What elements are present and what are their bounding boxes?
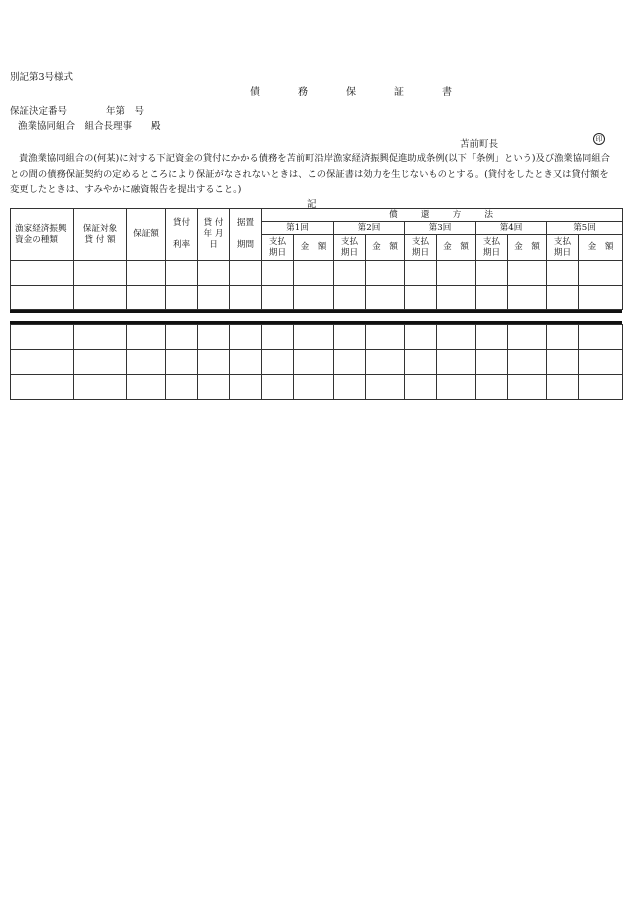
cell	[262, 286, 294, 310]
cell	[11, 286, 74, 310]
cell	[437, 350, 476, 375]
cell	[11, 375, 74, 400]
cell	[198, 325, 230, 350]
header-pay-date-5	[547, 235, 579, 261]
cell	[74, 375, 127, 400]
header-pay-date-1	[262, 235, 294, 261]
cell	[366, 261, 405, 286]
header-installment-5: 第5回	[547, 222, 623, 235]
cell	[579, 286, 623, 310]
cell	[127, 375, 166, 400]
pay-date-line1: 支払	[340, 236, 359, 247]
cell	[547, 261, 579, 286]
cell	[11, 350, 74, 375]
header-grace-period	[230, 209, 262, 261]
pay-date-line2: 期日	[340, 247, 359, 258]
header-amount-1: 金 額	[294, 235, 334, 261]
omission-line-top	[10, 310, 622, 313]
seal-stamp: 印	[593, 133, 605, 145]
cell	[127, 325, 166, 350]
cell	[294, 286, 334, 310]
cell	[11, 325, 74, 350]
header-guarantee-amount: 保証額	[127, 209, 166, 261]
cell	[437, 286, 476, 310]
cell	[366, 325, 405, 350]
cell	[405, 261, 437, 286]
cell	[476, 350, 508, 375]
cell	[262, 325, 294, 350]
cell	[166, 286, 198, 310]
cell	[198, 375, 230, 400]
cell	[547, 325, 579, 350]
cell	[476, 286, 508, 310]
cell	[166, 261, 198, 286]
pay-date-line2: 期日	[553, 247, 572, 258]
repayment-table	[10, 208, 623, 310]
pay-date-line1: 支払	[268, 236, 287, 247]
cell	[405, 286, 437, 310]
cell	[166, 350, 198, 375]
header-installment-1: 第1回	[262, 222, 334, 235]
repayment-table-continued	[10, 324, 623, 400]
cell	[547, 350, 579, 375]
cell	[262, 375, 294, 400]
body-text: 貴漁業協同組合の(何某)に対する下記資金の貸付にかかる債務を苫前町沿岸漁家経済振興促進助成条例(以下「条例」という)及び漁業協同組合との間の債務保証契約の定めるところにより保証がなされないときは、この保証書は効力を生じないものとする。(貸付をしたとき又は貸付額を変更したときは、すみやかに融資報告を提出すること。)	[10, 153, 610, 195]
header-amount-5: 金 額	[579, 235, 623, 261]
cell	[405, 350, 437, 375]
cell	[437, 325, 476, 350]
cell	[508, 350, 547, 375]
cell	[366, 375, 405, 400]
year-number-label: 年第 号	[106, 106, 145, 117]
header-installment-3: 第3回	[405, 222, 476, 235]
pay-date-line2: 期日	[482, 247, 501, 258]
issuer-name: 苫前町長	[460, 139, 499, 150]
header-rate-line1: 貸付	[172, 218, 191, 228]
header-pay-date-2	[334, 235, 366, 261]
cell	[508, 375, 547, 400]
cell	[547, 375, 579, 400]
header-amount-2: 金 額	[366, 235, 405, 261]
cell	[334, 325, 366, 350]
cell	[294, 325, 334, 350]
cell	[334, 286, 366, 310]
cell	[405, 375, 437, 400]
table-row	[11, 286, 623, 310]
cell	[579, 350, 623, 375]
cell	[294, 375, 334, 400]
pay-date-line1: 支払	[411, 236, 430, 247]
cell	[230, 350, 262, 375]
cell	[230, 325, 262, 350]
header-pay-date-4	[476, 235, 508, 261]
cell	[579, 325, 623, 350]
cell	[127, 261, 166, 286]
cell	[437, 375, 476, 400]
table-row	[11, 261, 623, 286]
cell	[74, 286, 127, 310]
cell	[262, 261, 294, 286]
addressee: 漁業協同組合 組合長理事 殿	[18, 121, 161, 132]
cell	[366, 286, 405, 310]
header-grace-line1: 据置	[236, 218, 255, 228]
header-target-loan	[74, 209, 127, 261]
cell	[198, 286, 230, 310]
cell	[508, 261, 547, 286]
pay-date-line2: 期日	[268, 247, 287, 258]
cell	[508, 286, 547, 310]
cell	[334, 261, 366, 286]
document-title: 債 務 保 証 書	[250, 87, 466, 98]
header-grace-line2: 期間	[236, 240, 255, 250]
cell	[508, 325, 547, 350]
ki-label: 記	[307, 199, 317, 210]
pay-date-line1: 支払	[482, 236, 501, 247]
cell	[437, 261, 476, 286]
cell	[476, 325, 508, 350]
cell	[166, 375, 198, 400]
cell	[74, 350, 127, 375]
cell	[198, 261, 230, 286]
guarantee-number-label: 保証決定番号	[10, 106, 68, 117]
cell	[547, 286, 579, 310]
header-loan-rate	[166, 209, 198, 261]
header-amount-3: 金 額	[437, 235, 476, 261]
cell	[579, 261, 623, 286]
pay-date-line1: 支払	[553, 236, 572, 247]
cell	[230, 261, 262, 286]
cell	[579, 375, 623, 400]
cell	[294, 350, 334, 375]
cell	[334, 375, 366, 400]
cell	[74, 261, 127, 286]
cell	[127, 350, 166, 375]
cell	[366, 350, 405, 375]
cell	[74, 325, 127, 350]
form-label: 別記第3号様式	[10, 72, 74, 83]
cell	[262, 350, 294, 375]
table-row	[11, 325, 623, 350]
header-amount-4: 金 額	[508, 235, 547, 261]
header-loan-date: 貸 付 年 月 日	[198, 209, 230, 261]
header-target-line2: 貸 付 額	[84, 234, 116, 245]
cell	[166, 325, 198, 350]
header-target-line1: 保証対象	[82, 223, 118, 234]
cell	[476, 261, 508, 286]
cell	[334, 350, 366, 375]
header-rate-line2: 利率	[172, 240, 191, 250]
header-pay-date-3	[405, 235, 437, 261]
cell	[294, 261, 334, 286]
cell	[230, 286, 262, 310]
header-repayment-method: 償 還 方 法	[262, 209, 623, 222]
table-row	[11, 375, 623, 400]
cell	[405, 325, 437, 350]
table-row	[11, 350, 623, 375]
pay-date-line2: 期日	[411, 247, 430, 258]
cell	[11, 261, 74, 286]
cell	[198, 350, 230, 375]
cell	[230, 375, 262, 400]
header-installment-4: 第4回	[476, 222, 547, 235]
header-installment-2: 第2回	[334, 222, 405, 235]
header-fund-type: 漁家経済振興資金の種類	[11, 209, 74, 261]
cell	[127, 286, 166, 310]
cell	[476, 375, 508, 400]
